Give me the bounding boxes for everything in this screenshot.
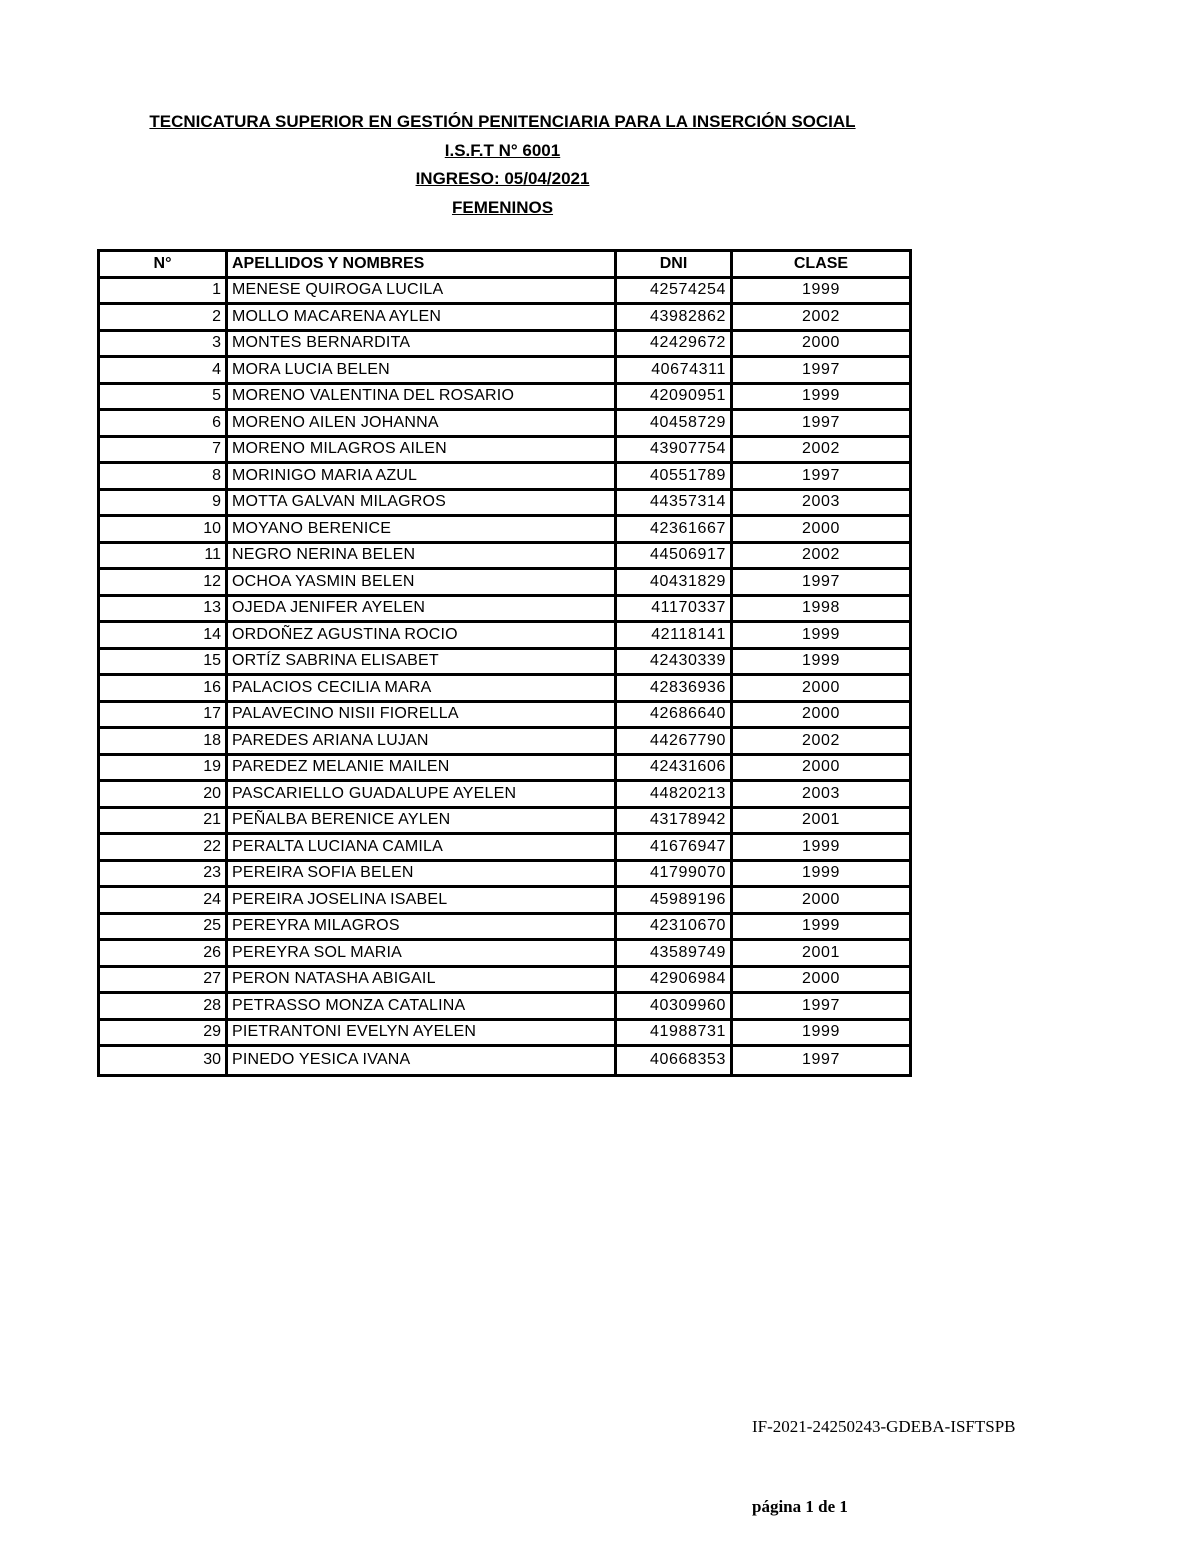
cell-name: PAREDES ARIANA LUJAN	[228, 729, 617, 756]
cell-name: MOTTA GALVAN MILAGROS	[228, 491, 617, 518]
group-label: FEMENINOS	[451, 198, 554, 217]
table-row	[100, 464, 909, 491]
cell-number: 30	[100, 1047, 228, 1074]
cell-name: MORA LUCIA BELEN	[228, 358, 617, 385]
cell-clase: 2001	[733, 941, 909, 968]
cell-number: 23	[100, 862, 228, 889]
cell-clase: 2003	[733, 782, 909, 809]
cell-dni: 40431829	[617, 570, 733, 597]
cell-dni: 44357314	[617, 491, 733, 518]
cell-name: OCHOA YASMIN BELEN	[228, 570, 617, 597]
cell-name: PIETRANTONI EVELYN AYELEN	[228, 1021, 617, 1048]
table-row	[100, 650, 909, 677]
cell-clase: 1999	[733, 385, 909, 412]
cell-dni: 40668353	[617, 1047, 733, 1074]
cell-name: PEREYRA MILAGROS	[228, 915, 617, 942]
cell-dni: 41799070	[617, 862, 733, 889]
cell-name: MORENO AILEN JOHANNA	[228, 411, 617, 438]
cell-clase: 2003	[733, 491, 909, 518]
cell-number: 14	[100, 623, 228, 650]
cell-name: PALACIOS CECILIA MARA	[228, 676, 617, 703]
cell-clase: 2002	[733, 305, 909, 332]
cell-dni: 42430339	[617, 650, 733, 677]
column-header-clase: CLASE	[733, 252, 909, 279]
cell-dni: 44267790	[617, 729, 733, 756]
cell-dni: 42118141	[617, 623, 733, 650]
cell-number: 12	[100, 570, 228, 597]
cell-clase: 2000	[733, 968, 909, 995]
cell-number: 25	[100, 915, 228, 942]
table-row	[100, 517, 909, 544]
cell-number: 15	[100, 650, 228, 677]
cell-name: NEGRO NERINA BELEN	[228, 544, 617, 571]
cell-number: 5	[100, 385, 228, 412]
cell-number: 22	[100, 835, 228, 862]
cell-name: MORINIGO MARIA AZUL	[228, 464, 617, 491]
cell-dni: 40674311	[617, 358, 733, 385]
cell-name: PINEDO YESICA IVANA	[228, 1047, 617, 1074]
cell-dni: 43178942	[617, 809, 733, 836]
cell-name: MONTES BERNARDITA	[228, 332, 617, 359]
cell-dni: 40551789	[617, 464, 733, 491]
cell-number: 16	[100, 676, 228, 703]
table-row	[100, 835, 909, 862]
table-row	[100, 809, 909, 836]
cell-name: PEÑALBA BERENICE AYLEN	[228, 809, 617, 836]
cell-clase: 2000	[733, 756, 909, 783]
cell-clase: 1997	[733, 411, 909, 438]
cell-number: 19	[100, 756, 228, 783]
table-row	[100, 676, 909, 703]
cell-number: 6	[100, 411, 228, 438]
cell-clase: 1997	[733, 464, 909, 491]
cell-clase: 1999	[733, 1021, 909, 1048]
cell-clase: 2002	[733, 729, 909, 756]
cell-number: 24	[100, 888, 228, 915]
cell-clase: 1999	[733, 650, 909, 677]
cell-clase: 2000	[733, 332, 909, 359]
table-row	[100, 597, 909, 624]
cell-number: 18	[100, 729, 228, 756]
students-table	[97, 249, 912, 1077]
column-header-name: APELLIDOS Y NOMBRES	[228, 252, 617, 279]
cell-name: MENESE QUIROGA LUCILA	[228, 279, 617, 306]
cell-number: 13	[100, 597, 228, 624]
cell-name: PERALTA LUCIANA CAMILA	[228, 835, 617, 862]
cell-clase: 2002	[733, 438, 909, 465]
cell-dni: 41170337	[617, 597, 733, 624]
cell-clase: 2002	[733, 544, 909, 571]
table-row	[100, 703, 909, 730]
table-row	[100, 623, 909, 650]
cell-name: PASCARIELLO GUADALUPE AYELEN	[228, 782, 617, 809]
table-row	[100, 332, 909, 359]
table-row	[100, 994, 909, 1021]
cell-name: PEREIRA JOSELINA ISABEL	[228, 888, 617, 915]
cell-clase: 2000	[733, 517, 909, 544]
cell-name: MORENO VALENTINA DEL ROSARIO	[228, 385, 617, 412]
cell-clase: 1999	[733, 915, 909, 942]
cell-dni: 43589749	[617, 941, 733, 968]
cell-number: 8	[100, 464, 228, 491]
cell-number: 1	[100, 279, 228, 306]
cell-dni: 42429672	[617, 332, 733, 359]
table-row	[100, 544, 909, 571]
table-row	[100, 570, 909, 597]
cell-number: 3	[100, 332, 228, 359]
cell-dni: 44820213	[617, 782, 733, 809]
table-row	[100, 782, 909, 809]
cell-name: PEREIRA SOFIA BELEN	[228, 862, 617, 889]
cell-clase: 1999	[733, 279, 909, 306]
cell-clase: 1997	[733, 358, 909, 385]
cell-name: PERON NATASHA ABIGAIL	[228, 968, 617, 995]
cell-number: 20	[100, 782, 228, 809]
cell-dni: 42090951	[617, 385, 733, 412]
document-id: IF-2021-24250243-GDEBA-ISFTSPB	[752, 1417, 1016, 1436]
cell-name: MOYANO BERENICE	[228, 517, 617, 544]
cell-dni: 42361667	[617, 517, 733, 544]
cell-number: 17	[100, 703, 228, 730]
cell-dni: 45989196	[617, 888, 733, 915]
page-number: página 1 de 1	[752, 1497, 848, 1516]
table-row	[100, 941, 909, 968]
column-header-number: N°	[100, 252, 228, 279]
cell-clase: 2001	[733, 809, 909, 836]
cell-clase: 2000	[733, 703, 909, 730]
cell-name: PAREDEZ MELANIE MAILEN	[228, 756, 617, 783]
cell-dni: 44506917	[617, 544, 733, 571]
cell-clase: 2000	[733, 676, 909, 703]
cell-number: 11	[100, 544, 228, 571]
cell-clase: 1997	[733, 994, 909, 1021]
cell-number: 27	[100, 968, 228, 995]
institute-name: I.S.F.T N° 6001	[444, 141, 561, 160]
cell-dni: 42574254	[617, 279, 733, 306]
cell-name: PETRASSO MONZA CATALINA	[228, 994, 617, 1021]
table-row	[100, 411, 909, 438]
table-row	[100, 968, 909, 995]
cell-number: 2	[100, 305, 228, 332]
cell-dni: 43982862	[617, 305, 733, 332]
cell-clase: 1998	[733, 597, 909, 624]
cell-number: 10	[100, 517, 228, 544]
cell-clase: 1997	[733, 570, 909, 597]
document-title: TECNICATURA SUPERIOR EN GESTIÓN PENITENCIARIA PARA LA INSERCIÓN SOCIAL	[149, 112, 856, 131]
cell-number: 29	[100, 1021, 228, 1048]
cell-clase: 2000	[733, 888, 909, 915]
cell-dni: 42310670	[617, 915, 733, 942]
table-body	[100, 279, 909, 1074]
table-row	[100, 279, 909, 306]
table-header-row	[100, 252, 909, 279]
cell-number: 21	[100, 809, 228, 836]
cell-name: MOLLO MACARENA AYLEN	[228, 305, 617, 332]
cell-dni: 40458729	[617, 411, 733, 438]
cell-dni: 41676947	[617, 835, 733, 862]
table-row	[100, 1047, 909, 1074]
cell-name: PALAVECINO NISII FIORELLA	[228, 703, 617, 730]
cell-name: ORDOÑEZ AGUSTINA ROCIO	[228, 623, 617, 650]
cell-number: 7	[100, 438, 228, 465]
table-row	[100, 385, 909, 412]
cell-clase: 1999	[733, 862, 909, 889]
column-header-dni: DNI	[617, 252, 733, 279]
table-row	[100, 888, 909, 915]
cell-dni: 40309960	[617, 994, 733, 1021]
cell-dni: 42431606	[617, 756, 733, 783]
table-row	[100, 358, 909, 385]
table-row	[100, 491, 909, 518]
table-row	[100, 862, 909, 889]
cell-clase: 1999	[733, 835, 909, 862]
table-row	[100, 1021, 909, 1048]
table-row	[100, 729, 909, 756]
table-row	[100, 915, 909, 942]
cell-number: 9	[100, 491, 228, 518]
cell-dni: 41988731	[617, 1021, 733, 1048]
cell-name: MORENO MILAGROS AILEN	[228, 438, 617, 465]
cell-name: PEREYRA SOL MARIA	[228, 941, 617, 968]
cell-number: 4	[100, 358, 228, 385]
cell-dni: 42906984	[617, 968, 733, 995]
cell-number: 28	[100, 994, 228, 1021]
cell-name: ORTÍZ SABRINA ELISABET	[228, 650, 617, 677]
cell-clase: 1997	[802, 1051, 840, 1069]
table-row	[100, 438, 909, 465]
cell-dni: 42836936	[617, 676, 733, 703]
cell-name: OJEDA JENIFER AYELEN	[228, 597, 617, 624]
cell-dni: 43907754	[617, 438, 733, 465]
cell-clase: 1999	[733, 623, 909, 650]
table-row	[100, 305, 909, 332]
cell-dni: 42686640	[617, 703, 733, 730]
intake-date: INGRESO: 05/04/2021	[415, 169, 590, 188]
table-row	[100, 756, 909, 783]
cell-number: 26	[100, 941, 228, 968]
